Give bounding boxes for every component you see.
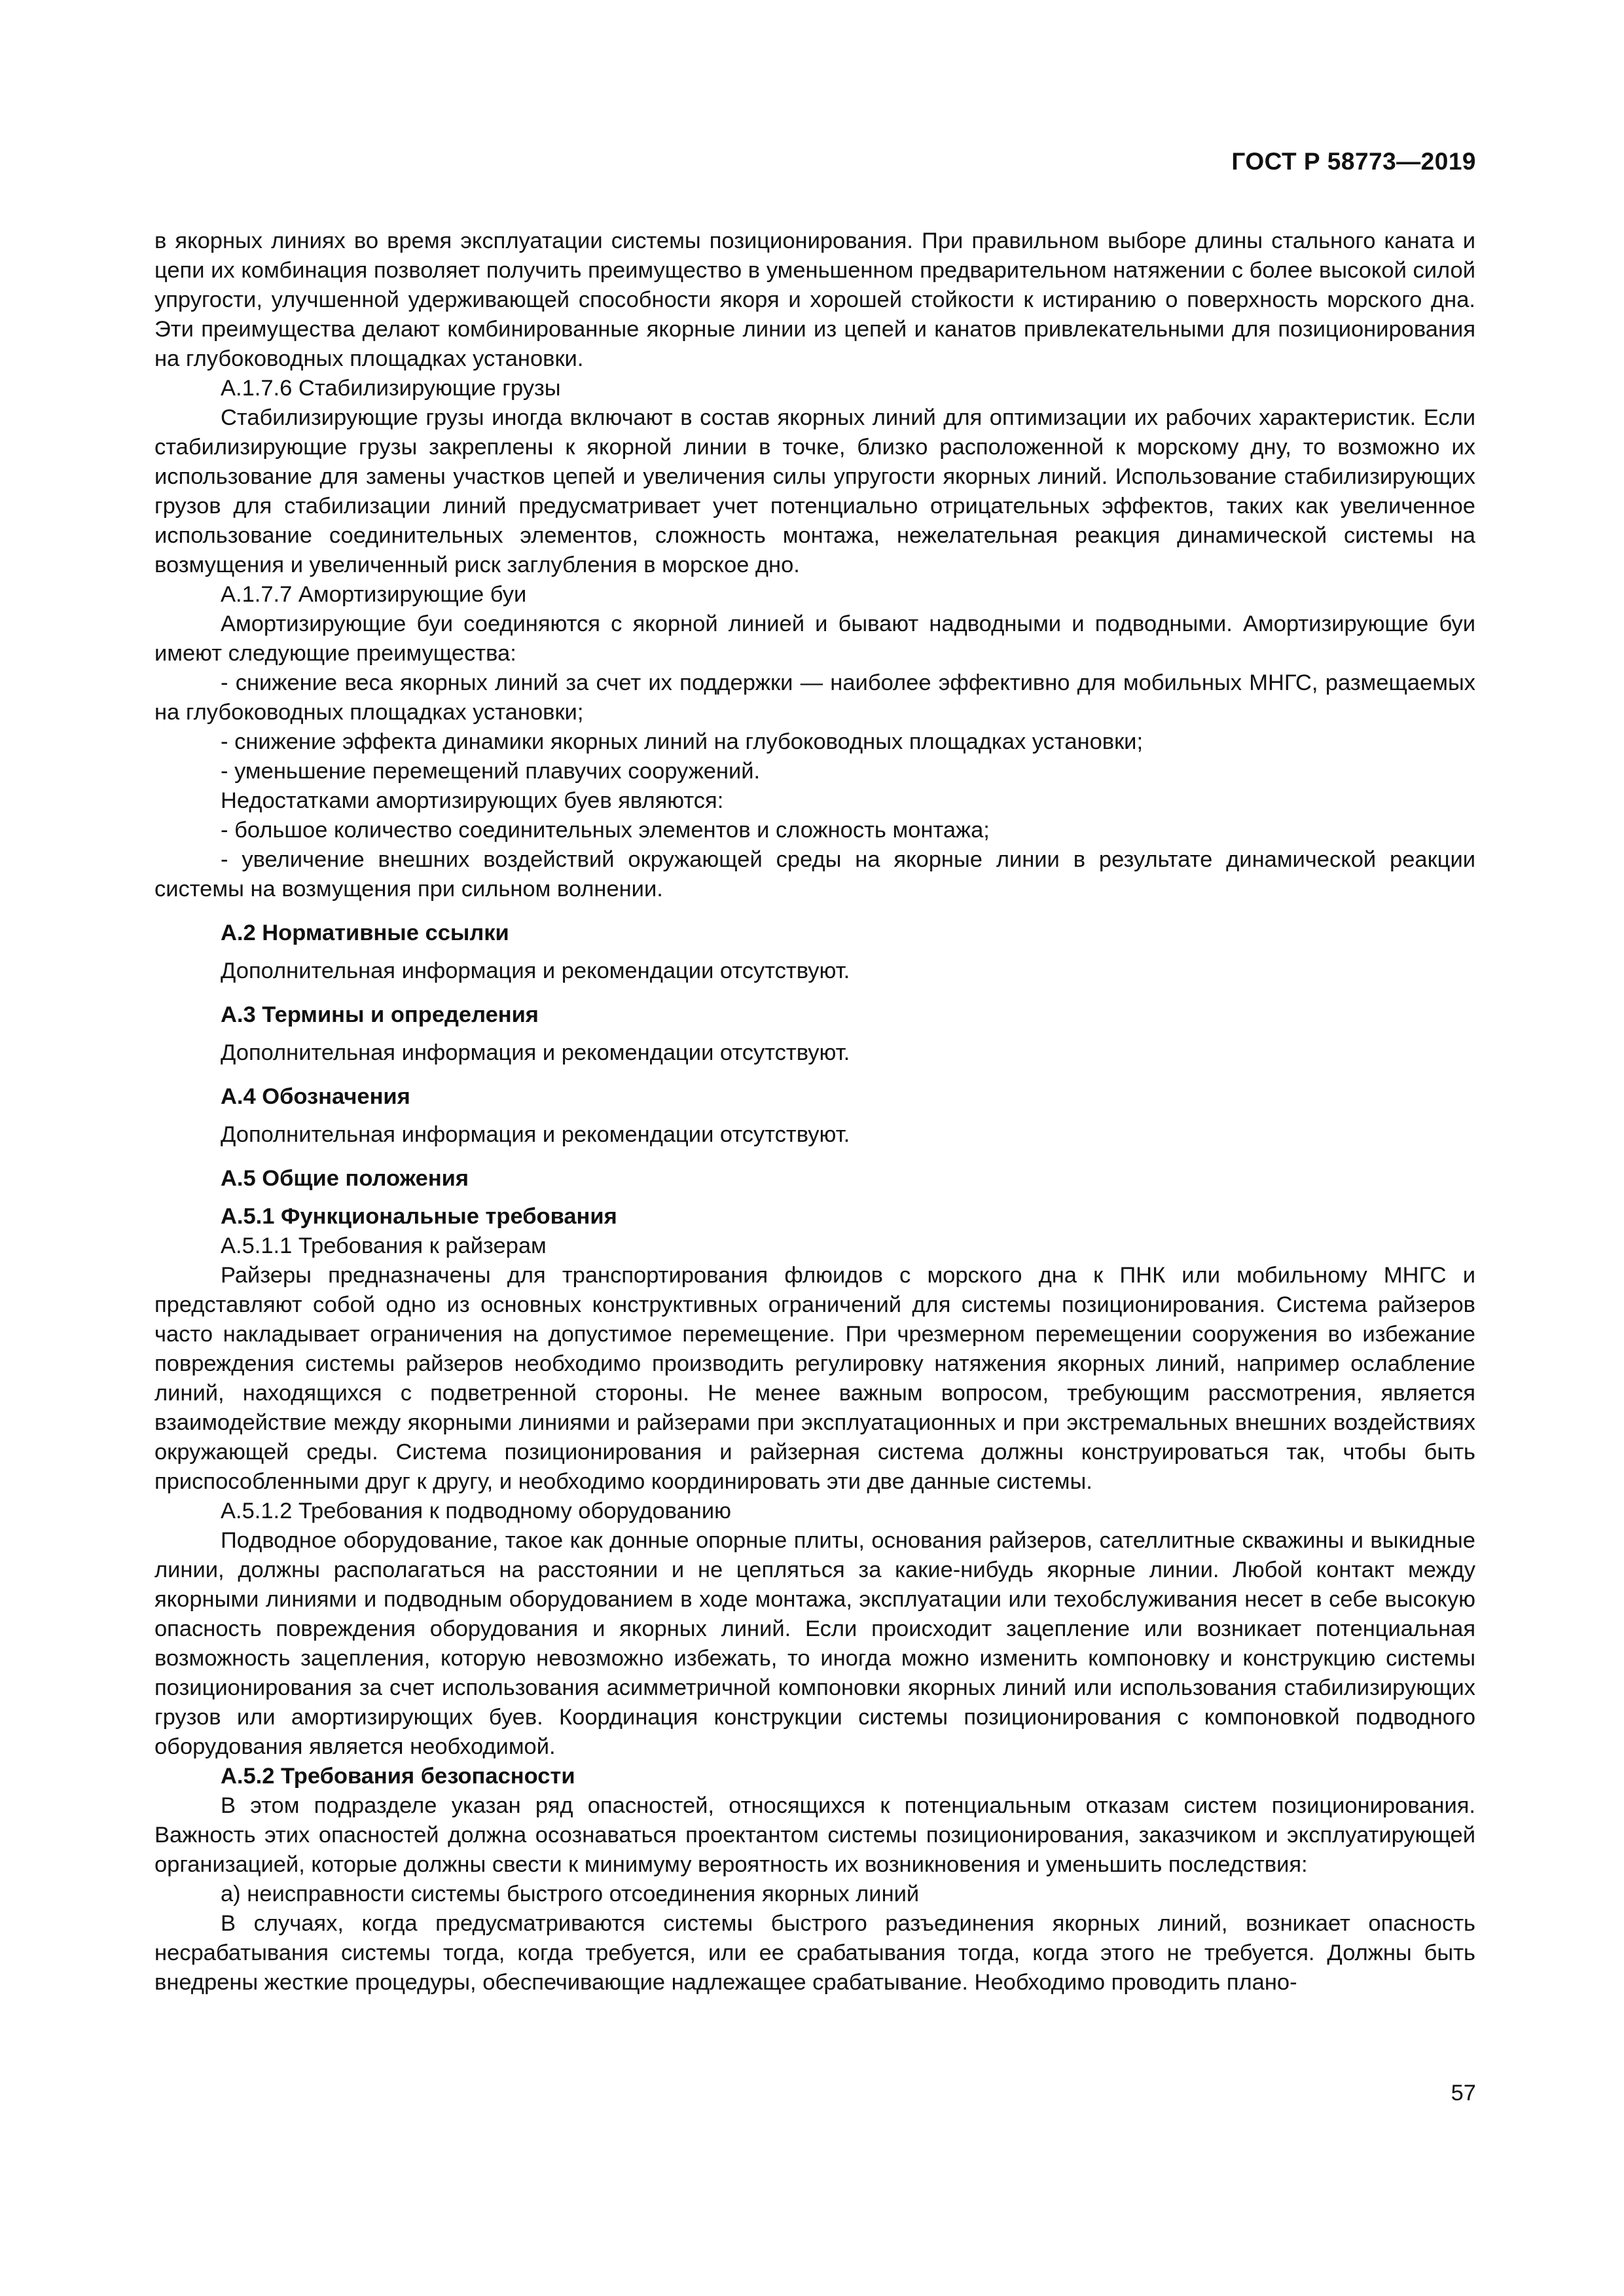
section-heading-a51: А.5.1 Функциональные требования xyxy=(221,1204,617,1229)
section-heading-a3: А.3 Термины и определения xyxy=(221,1002,539,1027)
list-item-disadvantage-2: - увеличение внешних воздействий окружающей среды на якорные линии в результате динамической реакции системы на возмущения при сильном волнении. xyxy=(154,847,1475,902)
document-body xyxy=(154,227,1475,1997)
paragraph-disadvantages-intro: Недостатками амортизирующих буев являются: xyxy=(221,788,724,813)
list-item-disadvantage-1: - большое количество соединительных элементов и сложность монтажа; xyxy=(221,818,990,843)
page-number: 57 xyxy=(1451,2081,1476,2105)
list-item-advantage-1: - снижение веса якорных линий за счет их поддержки — наиболее эффективно для мобильных МНГС, размещаемых на глубоководных площадках установки; xyxy=(154,670,1475,725)
section-heading-a5: А.5 Общие положения xyxy=(221,1166,469,1191)
section-heading-a4: А.4 Обозначения xyxy=(221,1084,410,1109)
paragraph-risers: Райзеры предназначены для транспортирования флюидов с морского дна к ПНК или мобильному МНГС и представляют собой одно из основных конструктивных ограничений для системы позиционирования. Система райзеров часто накладывает ограничения на допустимое перемещение. При чрезмерном перемещении сооружения во избежание повреждения системы райзеров необходимо производить регулировку натяжения якорных линий, например ослабление линий, находящихся с подветренной стороны. Не менее важным вопросом, требующим рассмотрения, является взаимодействие между якорными линиями и райзерами при эксплуатационных и при экстремальных внешних воздействиях окружающей среды. Система позиционирования и райзерная система должны конструироваться так, чтобы быть приспособленными друг к другу, и необходимо координировать эти две данные системы. xyxy=(154,1263,1475,1494)
subsection-title-a511: А.5.1.1 Требования к райзерам xyxy=(221,1233,547,1258)
list-item-a: а) неисправности системы быстрого отсоединения якорных линий xyxy=(221,1882,920,1906)
paragraph-stabilizing-weights: Стабилизирующие грузы иногда включают в состав якорных линий для оптимизации их рабочих характеристик. Если стабилизирующие грузы закреплены к якорной линии в точке, близко расположенной к морскому дну, то возможно их использование для замены участков цепей и увеличения силы упругости якорных линий. Использование стабилизирующих грузов для стабилизации линий предусматривает учет потенциально отрицательных эффектов, таких как увеличенное использование соединительных элементов, сложность монтажа, нежелательная реакция динамической системы на возмущения и увеличенный риск заглубления в морское дно. xyxy=(154,405,1475,577)
section-heading-a2: А.2 Нормативные ссылки xyxy=(221,920,509,945)
paragraph-subsea-equipment: Подводное оборудование, такое как донные опорные плиты, основания райзеров, сателлитные скважины и выкидные линии, должны располагаться на расстоянии и не цепляться за какие-нибудь якорные линии. Любой контакт между якорными линиями и подводным оборудованием в ходе монтажа, эксплуатации или техобслуживания несет в себе высокую опасность повреждения оборудования и якорных линий. Если происходит зацепление или возникает потенциальная возможность зацепления, которую невозможно избежать, то иногда можно изменить компоновку и конструкцию системы позиционирования за счет использования асимметричной компоновки якорных линий или использования стабилизирующих грузов или амортизирующих буев. Координация конструкции системы позиционирования с компоновкой подводного оборудования является необходимой. xyxy=(154,1528,1475,1759)
subsection-title-a512: А.5.1.2 Требования к подводному оборудованию xyxy=(221,1499,731,1523)
section-heading-a52: А.5.2 Требования безопасности xyxy=(221,1764,575,1789)
paragraph-continuation: в якорных линиях во время эксплуатации системы позиционирования. При правильном выборе длины стального каната и цепи их комбинация позволяет получить преимущество в уменьшенном предварительном натяжении с более высокой силой упругости, улучшенной удерживающей способности якоря и хорошей стойкости к истиранию о поверхность морского дна. Эти преимущества делают комбинированные якорные линии из цепей и канатов привлекательными для позиционирования на глубоководных площадках установки. xyxy=(154,228,1475,371)
list-item-advantage-2: - снижение эффекта динамики якорных линий на глубоководных площадках установки; xyxy=(221,729,1144,754)
section-note-a3: Дополнительная информация и рекомендации отсутствуют. xyxy=(221,1040,850,1065)
paragraph-buoys-intro: Амортизирующие буи соединяются с якорной линией и бывают надводными и подводными. Амортизирующие буи имеют следующие преимущества: xyxy=(154,611,1475,666)
list-item-advantage-3: - уменьшение перемещений плавучих сооружений. xyxy=(221,759,761,784)
section-note-a2: Дополнительная информация и рекомендации отсутствуют. xyxy=(221,958,850,983)
paragraph-safety-intro: В этом подразделе указан ряд опасностей, относящихся к потенциальным отказам систем позиционирования. Важность этих опасностей должна осознаваться проектантом системы позиционирования, заказчиком и эксплуатирующей организацией, которые должны свести к минимуму вероятность их возникновения и уменьшить последствия: xyxy=(154,1793,1475,1877)
paragraph-quick-release: В случаях, когда предусматриваются системы быстрого разъединения якорных линий, возникает опасность несрабатывания системы тогда, когда требуется, или ее срабатывания тогда, когда этого не требуется. Должны быть внедрены жесткие процедуры, обеспечивающие надлежащее срабатывание. Необходимо проводить плано- xyxy=(154,1911,1475,1995)
subsection-title-a177: А.1.7.7 Амортизирующие буи xyxy=(221,582,527,607)
subsection-title-a176: А.1.7.6 Стабилизирующие грузы xyxy=(221,376,561,401)
document-code-header: ГОСТ Р 58773—2019 xyxy=(1231,148,1476,175)
section-note-a4: Дополнительная информация и рекомендации отсутствуют. xyxy=(221,1122,850,1147)
